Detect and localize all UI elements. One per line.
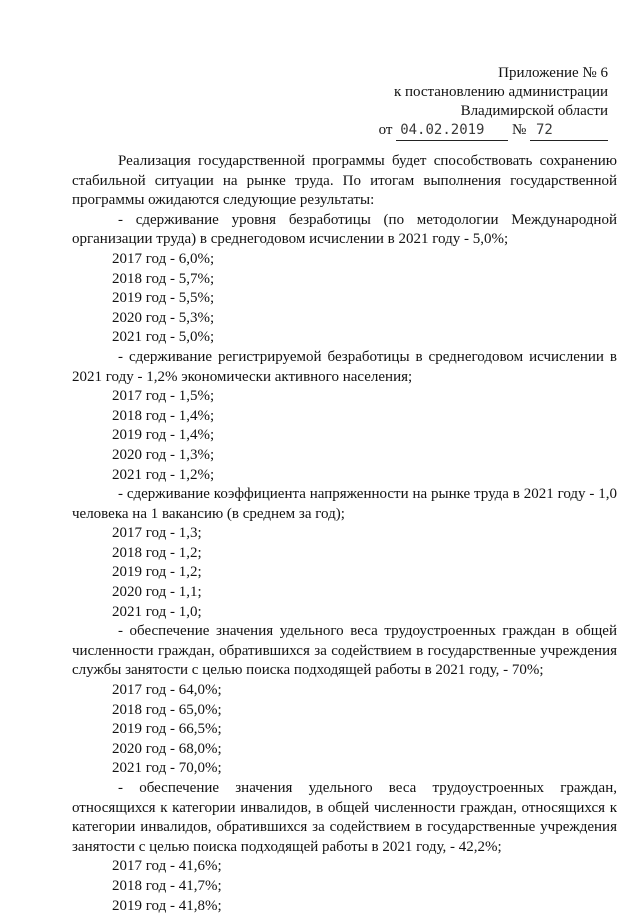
- section-2-year: 2017 год - 1,5%;: [112, 388, 215, 405]
- date-field: 04.02.2019: [396, 121, 508, 141]
- section-2-year: 2021 год - 1,2%;: [112, 466, 215, 483]
- section-1-year: 2021 год - 5,0%;: [112, 329, 215, 346]
- section-3-year: 2019 год - 1,2;: [112, 564, 202, 581]
- section-4-year: 2018 год - 65,0%;: [112, 701, 222, 718]
- appendix-header: [348, 64, 608, 141]
- section-1-year: 2020 год - 5,3%;: [112, 309, 215, 326]
- section-4-year: 2019 год - 66,5%;: [112, 721, 222, 738]
- section-5-year: 2019 год - 41,8%;: [112, 897, 222, 914]
- appendix-region-line: Владимирской области: [460, 103, 608, 119]
- intro-paragraph: Реализация государственной программы будет способствовать сохранению стабильной ситуации на рынке труда. По итогам выполнения государственной программы ожидаются следующие результаты:: [72, 153, 617, 209]
- section-2-year: 2020 год - 1,3%;: [112, 446, 215, 463]
- section-2-text: - сдерживание регистрируемой безработицы в среднегодовом исчислении в 2021 году - 1,2% экономически активного населения;: [72, 348, 617, 385]
- section-4-year: 2017 год - 64,0%;: [112, 682, 222, 699]
- section-3-year: 2021 год - 1,0;: [112, 603, 202, 620]
- section-3-year: 2018 год - 1,2;: [112, 544, 202, 561]
- section-5-year: 2018 год - 41,7%;: [112, 877, 222, 894]
- section-1-year: 2017 год - 6,0%;: [112, 250, 215, 267]
- appendix-resolution-line: к постановлению администрации: [393, 84, 608, 100]
- section-3-year: 2017 год - 1,3;: [112, 525, 202, 542]
- section-1-text: - сдерживание уровня безработицы (по методологии Международной организации труда) в среднегодовом исчислении в 2021 году - 5,0%;: [72, 211, 617, 248]
- section-3-text: - сдерживание коэффициента напряженности на рынке труда в 2021 году - 1,0 человека на 1 вакансию (в среднем за год);: [72, 486, 617, 522]
- appendix-date-number-line: [348, 121, 608, 141]
- section-1-year: 2018 год - 5,7%;: [112, 270, 215, 287]
- section-4-year: 2020 год - 68,0%;: [112, 740, 222, 757]
- section-2-year: 2018 год - 1,4%;: [112, 407, 215, 424]
- date-prefix: от: [378, 122, 393, 138]
- appendix-title: Приложение № 6: [498, 65, 608, 81]
- section-2-year: 2019 год - 1,4%;: [112, 427, 215, 444]
- section-5-year: 2017 год - 41,6%;: [112, 858, 222, 875]
- section-1-year: 2019 год - 5,5%;: [112, 290, 215, 307]
- document-body: [72, 152, 617, 916]
- section-4-year: 2021 год - 70,0%;: [112, 760, 222, 777]
- section-4-text: - обеспечение значения удельного веса трудоустроенных граждан в общей численности граждан, обратившихся за содействием в государственные учреждения службы занятости с целью поиска подходящей работы в 2021 году, - 70%;: [72, 623, 617, 679]
- section-3-year: 2020 год - 1,1;: [112, 584, 202, 601]
- section-5-text: - обеспечение значения удельного веса трудоустроенных граждан, относящихся к категории инвалидов, в общей численности граждан, относящихся к категории инвалидов, обратившихся за содействием в государственные учреждения занятости с целью поиска подходящей работы в 2021 году, - 42,2%;: [72, 780, 617, 855]
- number-prefix: №: [511, 122, 527, 138]
- number-field: 72: [530, 121, 608, 141]
